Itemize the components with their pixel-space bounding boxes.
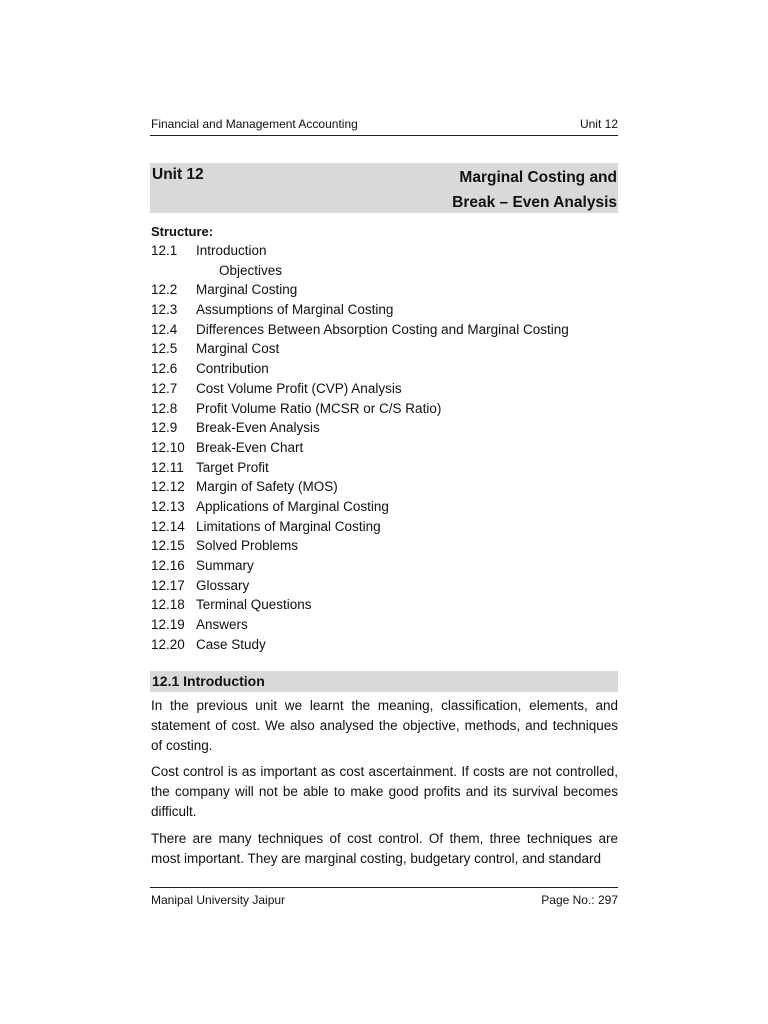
toc-item (150, 556, 618, 576)
unit-reference: Unit 12 (579, 117, 618, 131)
running-header (150, 116, 618, 136)
toc-title: Introduction (196, 243, 267, 258)
toc-number: 12.10 (151, 439, 185, 455)
page-number: Page No.: 297 (541, 893, 618, 907)
toc-number: 12.20 (151, 636, 185, 652)
document-page (150, 0, 618, 1024)
toc-item (150, 339, 618, 359)
toc-number: 12.16 (151, 558, 185, 573)
toc-title: Applications of Marginal Costing (196, 498, 389, 514)
unit-title (452, 165, 617, 215)
unit-title-line-2: Break – Even Analysis (452, 194, 617, 211)
toc-number: 12.4 (151, 321, 178, 337)
toc-number: 12.6 (151, 361, 178, 377)
toc-item (150, 359, 618, 379)
unit-title-line-1: Marginal Costing and (459, 169, 617, 186)
toc-title: Solved Problems (196, 538, 299, 554)
publisher-name: Manipal University Jaipur (151, 893, 286, 907)
toc-item (150, 300, 618, 320)
toc-title: Glossary (196, 577, 250, 593)
paragraph: Cost control is as important as cost ascertainment. If costs are not controlled, the company will not be able to make good profits and its survival becomes difficult. (151, 764, 618, 819)
toc-number: 12.18 (151, 597, 185, 613)
toc-number: 12.13 (151, 498, 185, 514)
toc-item (150, 576, 618, 596)
toc-title: Break-Even Chart (196, 439, 304, 455)
unit-label: Unit 12 (152, 166, 204, 183)
toc-number: 12.17 (151, 577, 185, 593)
toc-item (150, 517, 618, 537)
toc-item (150, 399, 618, 419)
paragraph: There are many techniques of cost control. Of them, three techniques are most important. They are marginal costing, budgetary control, and standard (151, 831, 618, 866)
toc-item (150, 536, 618, 556)
toc-number: 12.1 (151, 243, 178, 258)
toc-item (150, 615, 618, 635)
toc-item (150, 418, 618, 438)
toc-number: 12.2 (151, 282, 178, 298)
toc-title: Contribution (196, 361, 269, 377)
toc-item (150, 280, 618, 300)
section-heading-text: 12.1 Introduction (152, 673, 265, 689)
toc-title: Objectives (219, 262, 283, 278)
toc-item (150, 320, 618, 340)
toc-item (150, 635, 618, 655)
toc-number: 12.3 (151, 302, 178, 318)
toc-subitem (150, 261, 618, 281)
toc-number: 12.11 (151, 459, 184, 475)
toc-title: Terminal Questions (196, 597, 312, 613)
toc-item (150, 438, 618, 458)
toc-item (150, 241, 618, 261)
toc-item (150, 379, 618, 399)
toc-title: Assumptions of Marginal Costing (196, 302, 394, 318)
toc-number: 12.5 (151, 341, 178, 357)
toc-number: 12.9 (151, 420, 178, 436)
toc-number: 12.7 (151, 380, 178, 396)
toc-item (150, 595, 618, 615)
toc-number: 12.15 (151, 538, 185, 554)
section-heading-introduction (150, 671, 618, 692)
running-footer (150, 887, 618, 907)
toc-title: Summary (196, 558, 254, 573)
toc-title: Limitations of Marginal Costing (196, 518, 381, 534)
toc-title: Marginal Costing (196, 282, 298, 298)
toc-title: Cost Volume Profit (CVP) Analysis (196, 380, 402, 396)
toc-title: Marginal Cost (196, 341, 280, 357)
toc-title: Case Study (196, 636, 266, 652)
toc-title: Differences Between Absorption Costing and Marginal Costing (196, 321, 569, 337)
unit-title-banner (150, 163, 618, 213)
toc-number: 12.19 (151, 617, 185, 633)
paragraph: In the previous unit we learnt the meaning, classification, elements, and statement of cost. We also analysed the objective, methods, and techniques of costing. (151, 698, 618, 753)
toc-title: Answers (196, 617, 248, 633)
toc-number: 12.12 (151, 479, 185, 495)
toc-number: 12.8 (151, 400, 178, 416)
toc-item (150, 477, 618, 497)
toc-item (150, 458, 618, 478)
toc-title: Target Profit (196, 459, 269, 475)
toc-title: Margin of Safety (MOS) (196, 479, 338, 495)
structure-list (150, 241, 618, 654)
book-title: Financial and Management Accounting (151, 117, 358, 131)
toc-number: 12.14 (151, 518, 185, 534)
toc-item (150, 497, 618, 517)
toc-title: Break-Even Analysis (196, 420, 320, 436)
toc-title: Profit Volume Ratio (MCSR or C/S Ratio) (196, 400, 442, 416)
structure-heading: Structure: (151, 224, 214, 239)
